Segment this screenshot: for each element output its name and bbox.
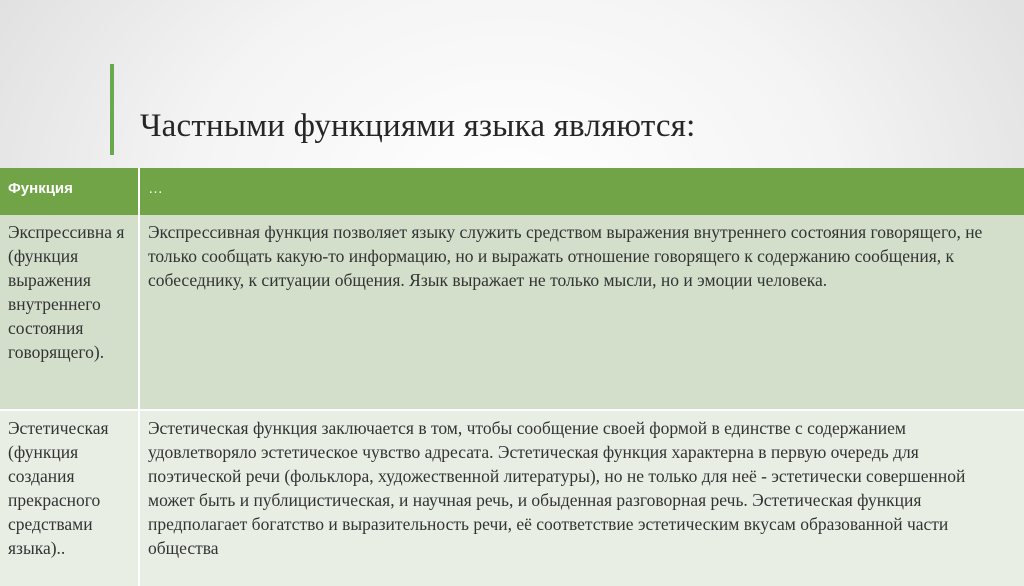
table-row <box>0 410 1024 586</box>
function-description-cell: Экспрессивная функция позволяет языку служить средством выражения внутреннего состояния говорящего, не только сообщать какую-то информацию, но и выражать отношение говорящего к содержанию сообщения, к собеседнику, к ситуации общения. Язык выражает не только мысли, но и эмоции человека. <box>139 215 1024 410</box>
header-function: Функция <box>0 168 139 215</box>
functions-table <box>0 168 1024 586</box>
slide-title: Частными функциями языка являются: <box>140 108 696 144</box>
function-name-cell: Экспрессивна я (функция выражения внутреннего состояния говорящего). <box>0 215 139 410</box>
table-header-row <box>0 168 1024 215</box>
header-description: … <box>139 168 1024 215</box>
table-row <box>0 215 1024 410</box>
function-name-cell: Эстетическая (функция создания прекрасного средствами языка).. <box>0 410 139 586</box>
function-description-cell: Эстетическая функция заключается в том, чтобы сообщение своей формой в единстве с содержанием удовлетворяло эстетическое чувство адресата. Эстетическая функция характерна в первую очередь для поэтической речи (фольклора, художественной литературы), но не только для неё - эстетически совершенной может быть и публицистическая, и научная речь, и обыденная разговорная речь. Эстетическая функция предполагает богатство и выразительность речи, её соответствие эстетическим вкусам образованной части общества <box>139 410 1024 586</box>
title-accent-bar <box>110 64 114 155</box>
